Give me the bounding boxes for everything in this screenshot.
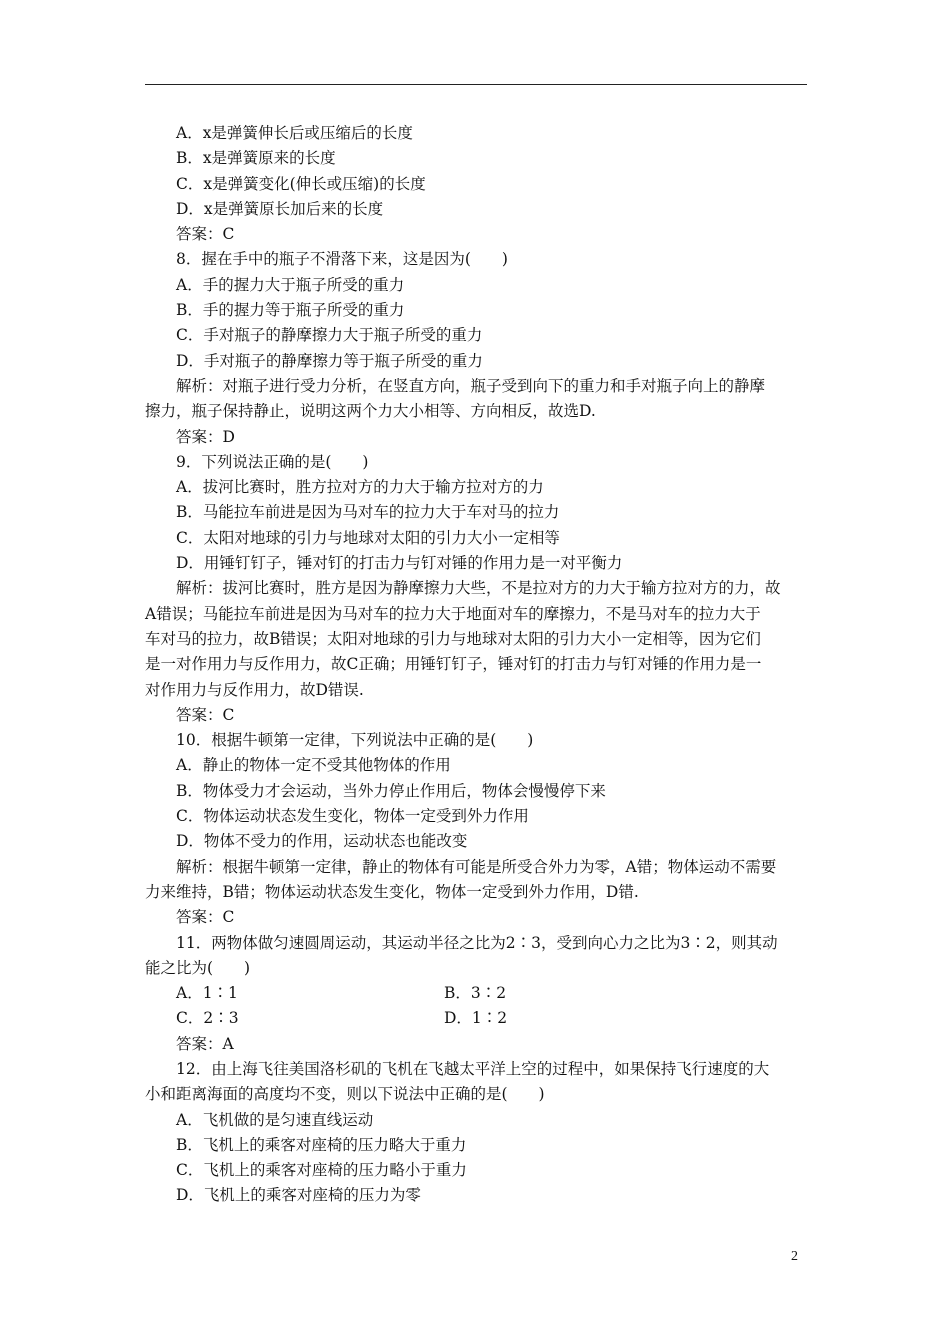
answer-option: B．飞机上的乘客对座椅的压力略大于重力 — [176, 1135, 467, 1154]
continuation-line: 车对马的拉力，故B错误；太阳对地球的引力与地球对太阳的引力大小一定相等，因为它们 — [145, 629, 761, 648]
continuation-line: 小和距离海面的高度均不变，则以下说法中正确的是( ) — [145, 1085, 545, 1104]
question-stem: 12．由上海飞往美国洛杉矶的飞机在飞越太平洋上空的过程中，如果保持飞行速度的大 — [176, 1059, 770, 1078]
continuation-line: 是一对作用力与反作用力，故C正确；用锤钉钉子，锤对钉的打击力与钉对锤的作用力是一 — [145, 655, 762, 674]
option-right: B．3∶2 — [444, 984, 507, 1003]
explanation-line: 解析：根据牛顿第一定律，静止的物体有可能是所受合外力为零，A错；物体运动不需要 — [176, 857, 777, 876]
answer-option: A．静止的物体一定不受其他物体的作用 — [176, 756, 451, 775]
answer-line: 答案：C — [176, 908, 235, 927]
answer-option: A．飞机做的是匀速直线运动 — [176, 1110, 374, 1129]
answer-option: C．太阳对地球的引力与地球对太阳的引力大小一定相等 — [176, 528, 560, 547]
answer-line: 答案：D — [176, 427, 235, 446]
page-number: 2 — [791, 1249, 798, 1264]
answer-line: 答案：C — [176, 225, 235, 244]
answer-option: D．x是弹簧原长加后来的长度 — [176, 199, 384, 218]
answer-option: A．x是弹簧伸长后或压缩后的长度 — [176, 124, 413, 142]
answer-option: C．手对瓶子的静摩擦力大于瓶子所受的重力 — [176, 326, 483, 345]
answer-option: C．x是弹簧变化(伸长或压缩)的长度 — [176, 174, 426, 193]
continuation-line: A错误；马能拉车前进是因为马对车的拉力大于地面对车的摩擦力，不是马对车的拉力大于 — [145, 604, 761, 623]
answer-option: A．拔河比赛时，胜方拉对方的力大于输方拉对方的力 — [176, 478, 544, 497]
option-left: A．1∶1 — [176, 984, 238, 1003]
question-stem: 9．下列说法正确的是( ) — [176, 452, 369, 471]
explanation-line: 解析：对瓶子进行受力分析，在竖直方向，瓶子受到向下的重力和手对瓶子向上的静摩 — [176, 376, 766, 395]
answer-line: 答案：C — [176, 705, 235, 724]
explanation-line: 解析：拔河比赛时，胜方是因为静摩擦力大些，不是拉对方的力大于输方拉对方的力，故 — [176, 579, 781, 598]
document-body — [145, 121, 807, 1209]
answer-option: C．物体运动状态发生变化，物体一定受到外力作用 — [176, 807, 529, 826]
answer-option: A．手的握力大于瓶子所受的重力 — [176, 275, 405, 294]
option-row — [145, 1006, 807, 1031]
answer-option: B．手的握力等于瓶子所受的重力 — [176, 301, 405, 320]
answer-option: B．x是弹簧原来的长度 — [176, 149, 336, 168]
question-stem: 11．两物体做匀速圆周运动，其运动半径之比为2∶3，受到向心力之比为3∶2，则其动 — [176, 933, 778, 952]
answer-line: 答案：A — [176, 1034, 234, 1053]
answer-option: B．物体受力才会运动，当外力停止作用后，物体会慢慢停下来 — [176, 781, 606, 800]
question-stem: 10．根据牛顿第一定律，下列说法中正确的是( ) — [176, 731, 534, 750]
continuation-line: 对作用力与反作用力，故D错误. — [145, 680, 364, 699]
question-stem: 8．握在手中的瓶子不滑落下来，这是因为( ) — [176, 250, 508, 269]
option-row — [145, 981, 807, 1006]
continuation-line: 擦力，瓶子保持静止，说明这两个力大小相等、方向相反，故选D. — [145, 402, 596, 421]
answer-option: C．飞机上的乘客对座椅的压力略小于重力 — [176, 1161, 467, 1180]
continuation-line: 力来维持，B错；物体运动状态发生变化，物体一定受到外力作用，D错. — [145, 882, 639, 901]
answer-option: B．马能拉车前进是因为马对车的拉力大于车对马的拉力 — [176, 503, 560, 522]
option-right: D．1∶2 — [444, 1009, 508, 1028]
option-left: C．2∶3 — [176, 1009, 239, 1028]
answer-option: D．飞机上的乘客对座椅的压力为零 — [176, 1186, 421, 1205]
answer-option: D．物体不受力的作用，运动状态也能改变 — [176, 832, 468, 851]
header-rule — [145, 84, 807, 85]
answer-option: D．用锤钉钉子，锤对钉的打击力与钉对锤的作用力是一对平衡力 — [176, 554, 623, 573]
answer-option: D．手对瓶子的静摩擦力等于瓶子所受的重力 — [176, 351, 483, 370]
continuation-line: 能之比为( ) — [145, 958, 251, 977]
